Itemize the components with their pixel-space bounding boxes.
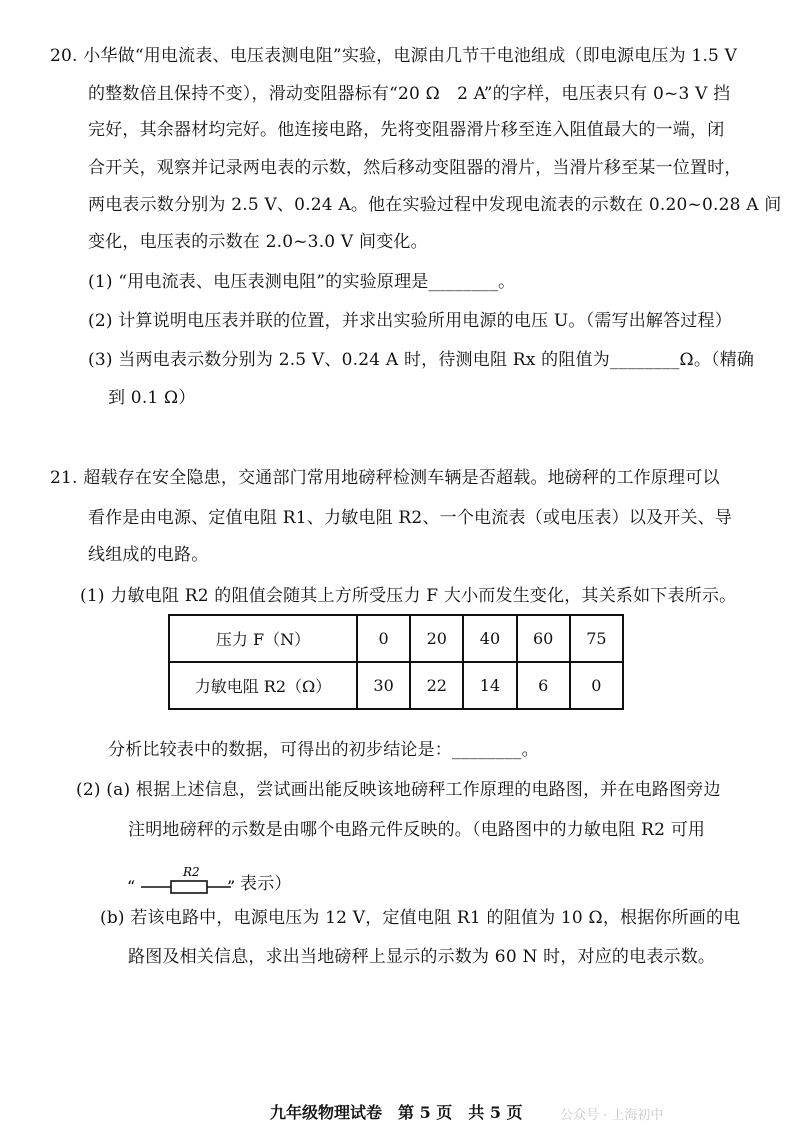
table-header-resistance: 力敏电阻 R2（Ω）	[169, 662, 357, 709]
q21-line-3: 线组成的电路。	[88, 545, 209, 565]
q21-sub2b-line-2: 路图及相关信息，求出当地磅秤上显示的示数为 60 N 时，对应的电表示数。	[128, 947, 716, 967]
q21-sub1: (1) 力敏电阻 R2 的阻值会随其上方所受压力 F 大小而发生变化，其关系如下表所示。	[80, 586, 737, 606]
q21-sub2a-line-1: (2) (a) 根据上述信息，尝试画出能反映该地磅秤工作原理的电路图，并在电路图旁边	[76, 780, 721, 800]
q20-sub2: (2) 计算说明电压表并联的位置，并求出实验所用电源的电压 U。（需写出解答过程）	[88, 311, 732, 331]
resistor-body	[171, 881, 207, 893]
q20-sub1: (1) “用电流表、电压表测电阻”的实验原理是________。	[88, 272, 516, 292]
open-quote: “	[127, 877, 136, 896]
resistor-label: R2	[183, 866, 200, 879]
q21-sub2a-line-2: 注明地磅秤的示数是由哪个电路元件反映的。（电路图中的力敏电阻 R2 可用	[128, 820, 706, 840]
table-header-force: 压力 F（N）	[169, 615, 357, 662]
page-footer: 九年级物理试卷 第 5 页 共 5 页	[270, 1103, 523, 1122]
q21-line-1: 21. 超载存在安全隐患，交通部门常用地磅秤检测车辆是否超载。地磅秤的工作原理可以	[50, 468, 720, 488]
table-cell: 30	[357, 662, 410, 709]
table-cell: 0	[357, 615, 410, 662]
resistor-symbol	[127, 866, 237, 898]
q20-line-2: 的整数倍且保持不变），滑动变阻器标有“20 Ω 2 A”的字样，电压表只有 0~3 V 挡	[88, 84, 731, 104]
table-cell: 40	[463, 615, 516, 662]
table-cell: 60	[517, 615, 570, 662]
table-cell: 20	[410, 615, 463, 662]
q20-sub3-line-1: (3) 当两电表示数分别为 2.5 V、0.24 A 时，待测电阻 Rx 的阻值为________Ω。（精确	[88, 350, 755, 370]
table-cell: 14	[463, 662, 516, 709]
table-cell: 22	[410, 662, 463, 709]
q21-line-2: 看作是由电源、定值电阻 R1、力敏电阻 R2、一个电流表（或电压表）以及开关、导	[88, 508, 733, 528]
q20-line-3: 完好，其余器材均完好。他连接电路，先将变阻器滑片移至连入阻值最大的一端，闭	[88, 120, 725, 140]
table-row	[169, 615, 623, 662]
q21-sub2b-line-1: (b) 若该电路中，电源电压为 12 V，定值电阻 R1 的阻值为 10 Ω，根据你所画的电	[100, 908, 741, 928]
q21-sub2a-line-3: 表示）	[240, 874, 292, 894]
table-row	[169, 662, 623, 709]
table-cell: 6	[517, 662, 570, 709]
table-cell: 0	[570, 662, 623, 709]
q20-sub3-line-2: 到 0.1 Ω）	[108, 388, 196, 408]
close-quote: ”	[227, 877, 236, 896]
force-resistance-table	[168, 614, 624, 710]
table-cell: 75	[570, 615, 623, 662]
q20-line-4: 合开关，观察并记录两电表的示数，然后移动变阻器的滑片，当滑片移至某一位置时，	[88, 158, 742, 178]
q21-conclusion: 分析比较表中的数据，可得出的初步结论是：________。	[108, 740, 539, 760]
q20-line-1: 20. 小华做“用电流表、电压表测电阻”实验，电源由几节干电池组成（即电源电压为 1.5 V	[50, 46, 738, 66]
q20-line-5: 两电表示数分别为 2.5 V、0.24 A。他在实验过程中发现电流表的示数在 0.20~0.28 A 间	[88, 195, 782, 215]
q20-line-6: 变化，电压表的示数在 2.0~3.0 V 间变化。	[88, 232, 428, 252]
watermark: 公众号 · 上海初中	[560, 1108, 664, 1123]
